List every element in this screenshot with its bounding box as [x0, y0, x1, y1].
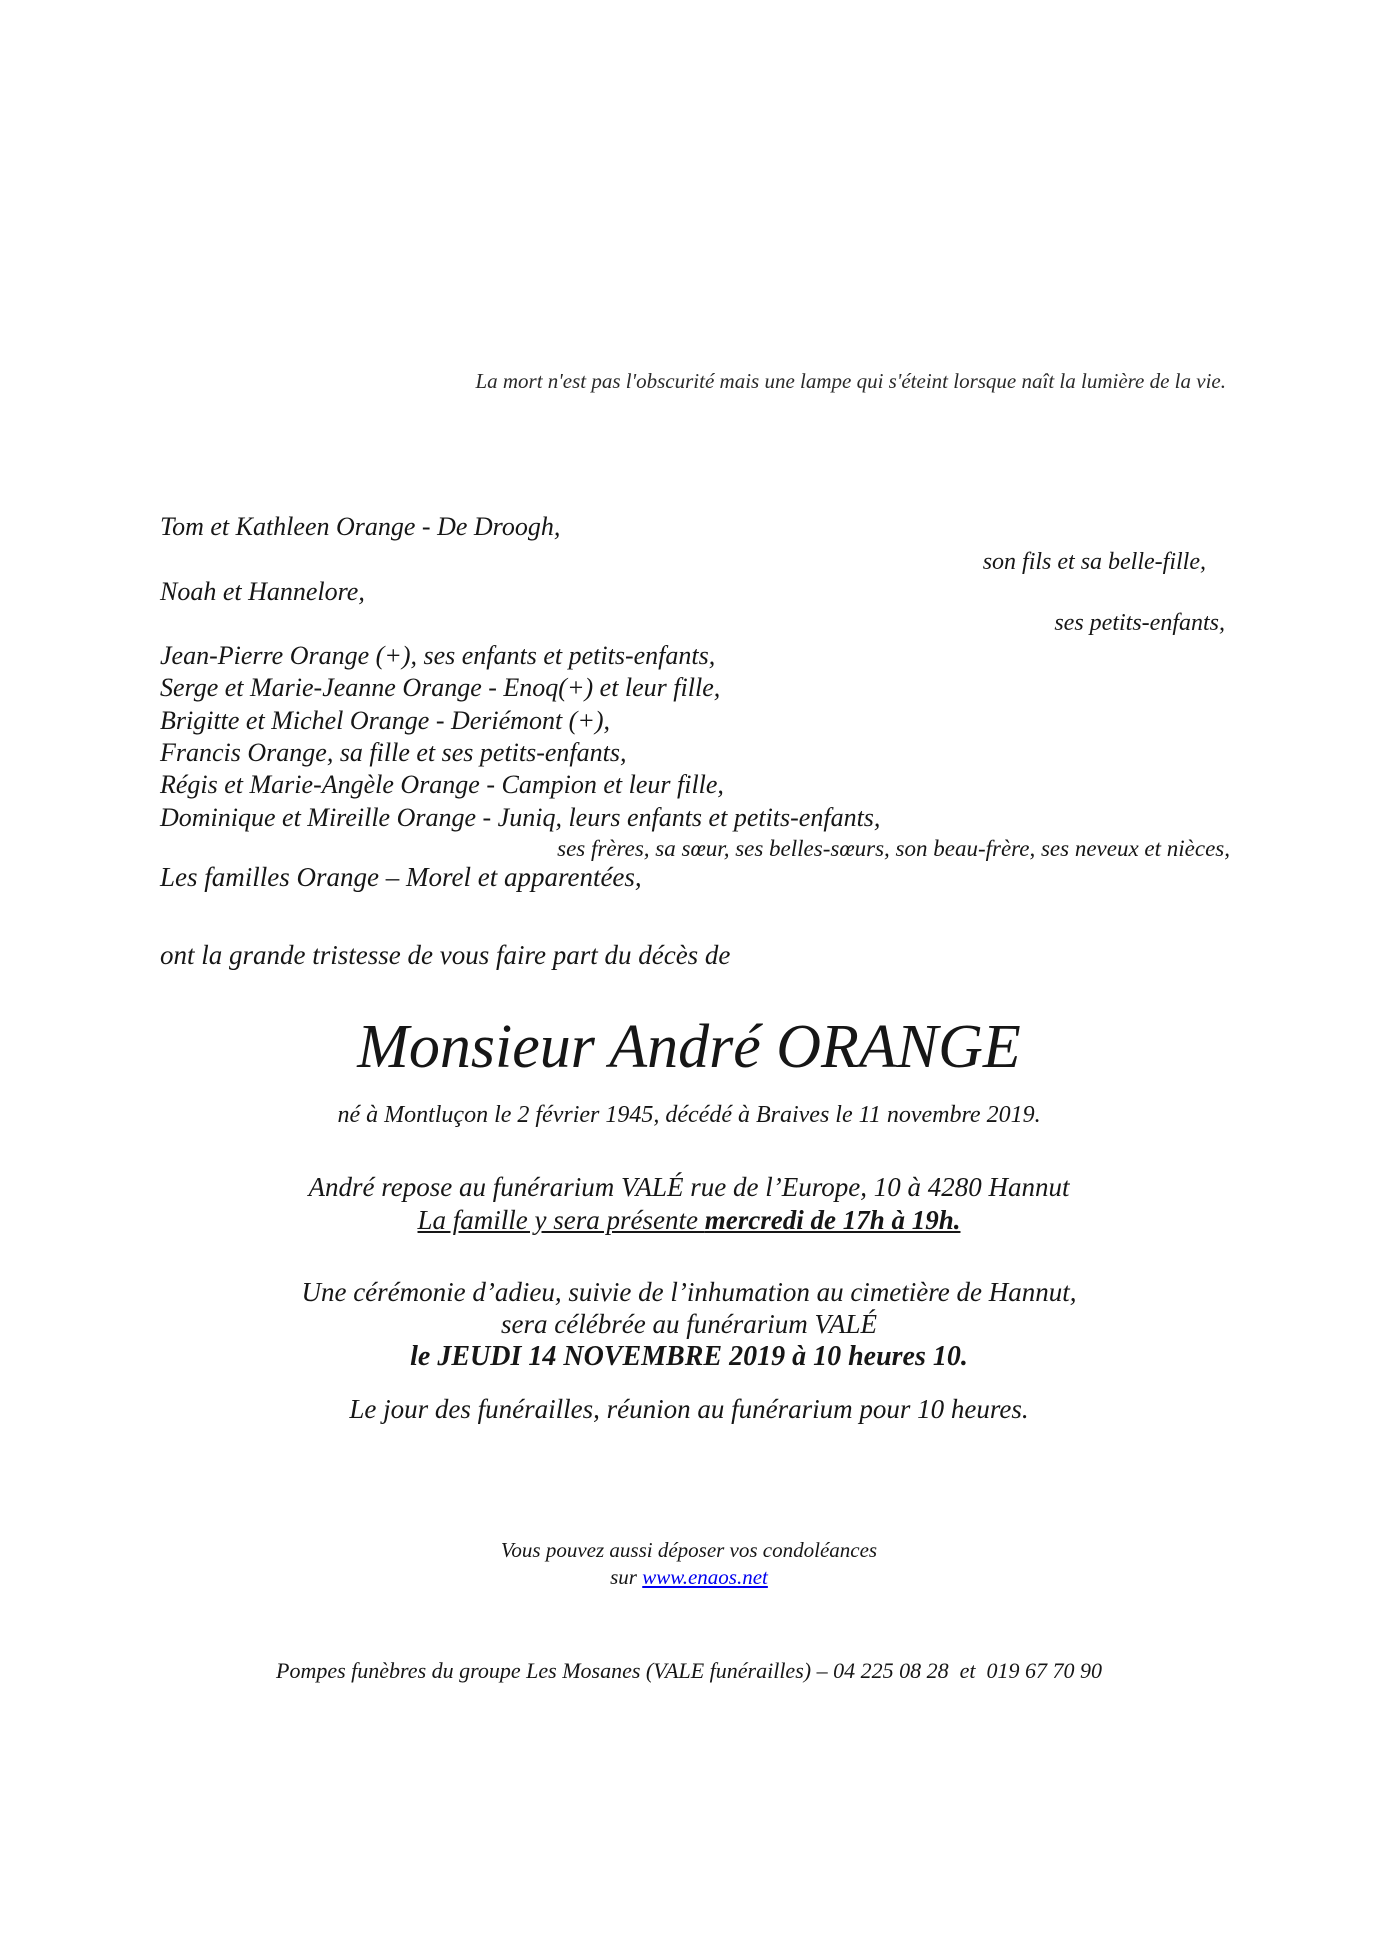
visitation-time: mercredi de 17h à 19h. — [704, 1205, 961, 1235]
family-line-son: Tom et Kathleen Orange - De Droogh, — [160, 512, 561, 541]
funeral-day-meeting-line: Le jour des funérailles, réunion au funérarium pour 10 heures. — [349, 1394, 1029, 1424]
relation-line-siblings: ses frères, sa sœur, ses belles-sœurs, son beau-frère, ses neveux et nièces, — [557, 836, 1230, 861]
deceased-name-title: Monsieur André ORANGE — [357, 1013, 1021, 1081]
ceremony-line-2: sera célébrée au funérarium VALÉ — [501, 1309, 877, 1339]
family-line-brigitte: Brigitte et Michel Orange - Deriémont (+), — [160, 706, 611, 735]
family-line-regis: Régis et Marie-Angèle Orange - Campion et leur fille, — [160, 770, 724, 799]
epigraph-quote: La mort n'est pas l'obscurité mais une lampe qui s'éteint lorsque naît la lumière de la vie. — [475, 369, 1226, 393]
funeral-home-footer: Pompes funèbres du groupe Les Mosanes (VALE funérailles) – 04 225 08 28 et 019 67 70 90 — [276, 1658, 1102, 1683]
relation-line-son: son fils et sa belle-fille, — [982, 549, 1206, 575]
repose-location-line: André repose au funérarium VALÉ rue de l’Europe, 10 à 4280 Hannut — [308, 1172, 1070, 1202]
ceremony-date-line: le JEUDI 14 NOVEMBRE 2019 à 10 heures 10. — [410, 1341, 968, 1372]
announcement-line: ont la grande tristesse de vous faire part du décès de — [160, 940, 731, 970]
family-line-jean-pierre: Jean-Pierre Orange (+), ses enfants et petits-enfants, — [160, 641, 716, 670]
family-line-francis: Francis Orange, sa fille et ses petits-enfants, — [160, 738, 627, 767]
ceremony-line-1: Une cérémonie d’adieu, suivie de l’inhumation au cimetière de Hannut, — [301, 1277, 1077, 1307]
enaos-website-link[interactable]: www.enaos.net — [642, 1565, 768, 1589]
visitation-prefix: La famille y sera présente — [417, 1205, 705, 1235]
condolences-line: Vous pouvez aussi déposer vos condoléances — [500, 1538, 878, 1562]
family-line-grandchildren: Noah et Hannelore, — [160, 577, 365, 606]
family-line-extended-families: Les familles Orange – Morel et apparentées, — [160, 862, 642, 892]
birth-death-line: né à Montluçon le 2 février 1945, décédé à Braives le 11 novembre 2019. — [337, 1102, 1041, 1128]
relation-line-grandchildren: ses petits-enfants, — [1054, 610, 1225, 636]
condolences-link-line — [0, 1565, 1378, 1590]
visitation-line — [0, 1205, 1378, 1236]
family-line-serge: Serge et Marie-Jeanne Orange - Enoq(+) et leur fille, — [160, 673, 721, 702]
condolences-link-prefix: sur — [610, 1565, 643, 1589]
family-line-dominique: Dominique et Mireille Orange - Juniq, leurs enfants et petits-enfants, — [160, 803, 881, 832]
